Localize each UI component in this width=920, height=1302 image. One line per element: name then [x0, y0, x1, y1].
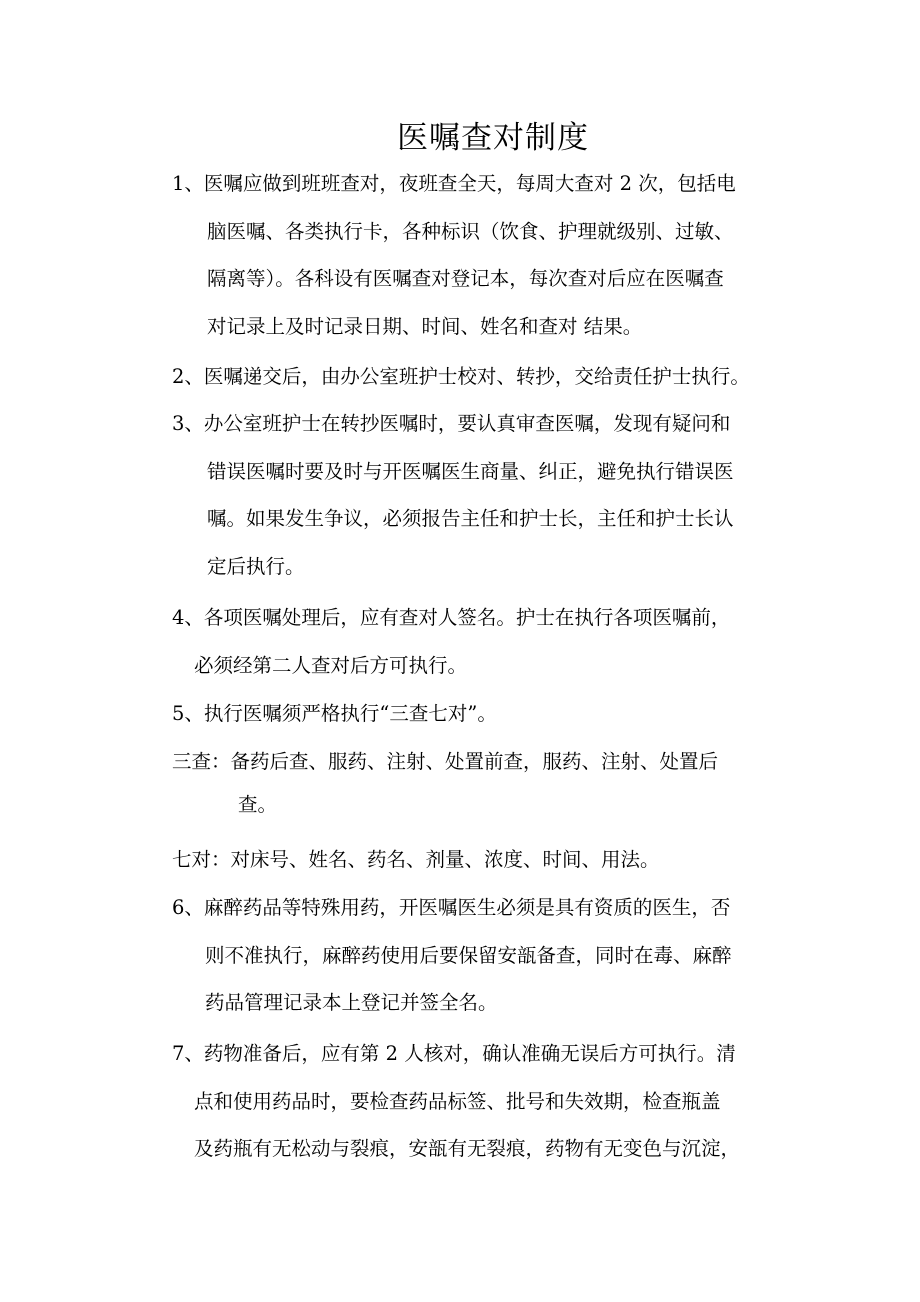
text-line: 脑医嘱、各类执行卡，各种标识（饮食、护理就级别、过敏、 — [207, 219, 734, 243]
document-title: 医嘱查对制度 — [397, 120, 589, 156]
text-line: 2、医嘱递交后，由办公室班护士校对、转抄，交给责任护士执行。 — [172, 365, 750, 388]
text-line: 必须经第二人查对后方可执行。 — [194, 653, 468, 677]
rule-item-1 — [172, 160, 736, 350]
rule-item-6 — [172, 884, 732, 1027]
rule-item-3 — [172, 400, 734, 590]
text-line: 药品管理记录本上登记并签全名。 — [205, 991, 498, 1014]
text-line: 七对：对床号、姓名、药名、剂量、浓度、时间、用法。 — [172, 848, 660, 871]
text-line: 定后执行。 — [207, 554, 305, 578]
text-line: 6、麻醉药品等特殊用药，开医嘱医生必须是具有资质的医生，否 — [172, 896, 731, 919]
text-line: 1、医嘱应做到班班查对，夜班查全天，每周大查对 2 次，包括电 — [172, 172, 736, 195]
text-line: 对记录上及时记录日期、时间、姓名和查对 结果。 — [207, 314, 643, 338]
text-line: 隔离等）。各科设有医嘱查对登记本，每次查对后应在医嘱查 — [207, 267, 724, 290]
rule-item-4 — [172, 594, 730, 689]
text-line: 嘱。如果发生争议，必须报告主任和护士长，主任和护士长认 — [207, 507, 734, 530]
rule-item-2 — [172, 353, 750, 401]
rule-item-5 — [172, 690, 497, 738]
rule-item-7 — [172, 1030, 740, 1173]
text-line: 及药瓶有无松动与裂痕，安瓿有无裂痕，药物有无变色与沉淀， — [194, 1137, 741, 1160]
text-line: 7、药物准备后，应有第 2 人核对，确认准确无误后方可执行。清 — [172, 1042, 736, 1065]
text-line: 点和使用药品时，要检查药品标签、批号和失效期，检查瓶盖 — [194, 1089, 721, 1113]
text-line: 3、办公室班护士在转抄医嘱时，要认真审查医嘱，发现有疑问和 — [172, 412, 731, 435]
text-line: 查。 — [238, 792, 278, 816]
text-line: 则不准执行，麻醉药使用后要保留安瓿备查，同时在毒、麻醉 — [205, 943, 732, 967]
text-line: 4、各项医嘱处理后，应有查对人签名。护士在执行各项医嘱前， — [172, 606, 731, 629]
text-line: 错误医嘱时要及时与开医嘱医生商量、纠正，避免执行错误医 — [207, 459, 734, 483]
text-line: 5、执行医嘱须严格执行“三查七对”。 — [172, 702, 497, 725]
three-checks — [172, 738, 718, 824]
text-line: 三查：备药后查、服药、注射、处置前查，服药、注射、处置后 — [172, 750, 719, 773]
seven-verifications — [172, 836, 660, 884]
